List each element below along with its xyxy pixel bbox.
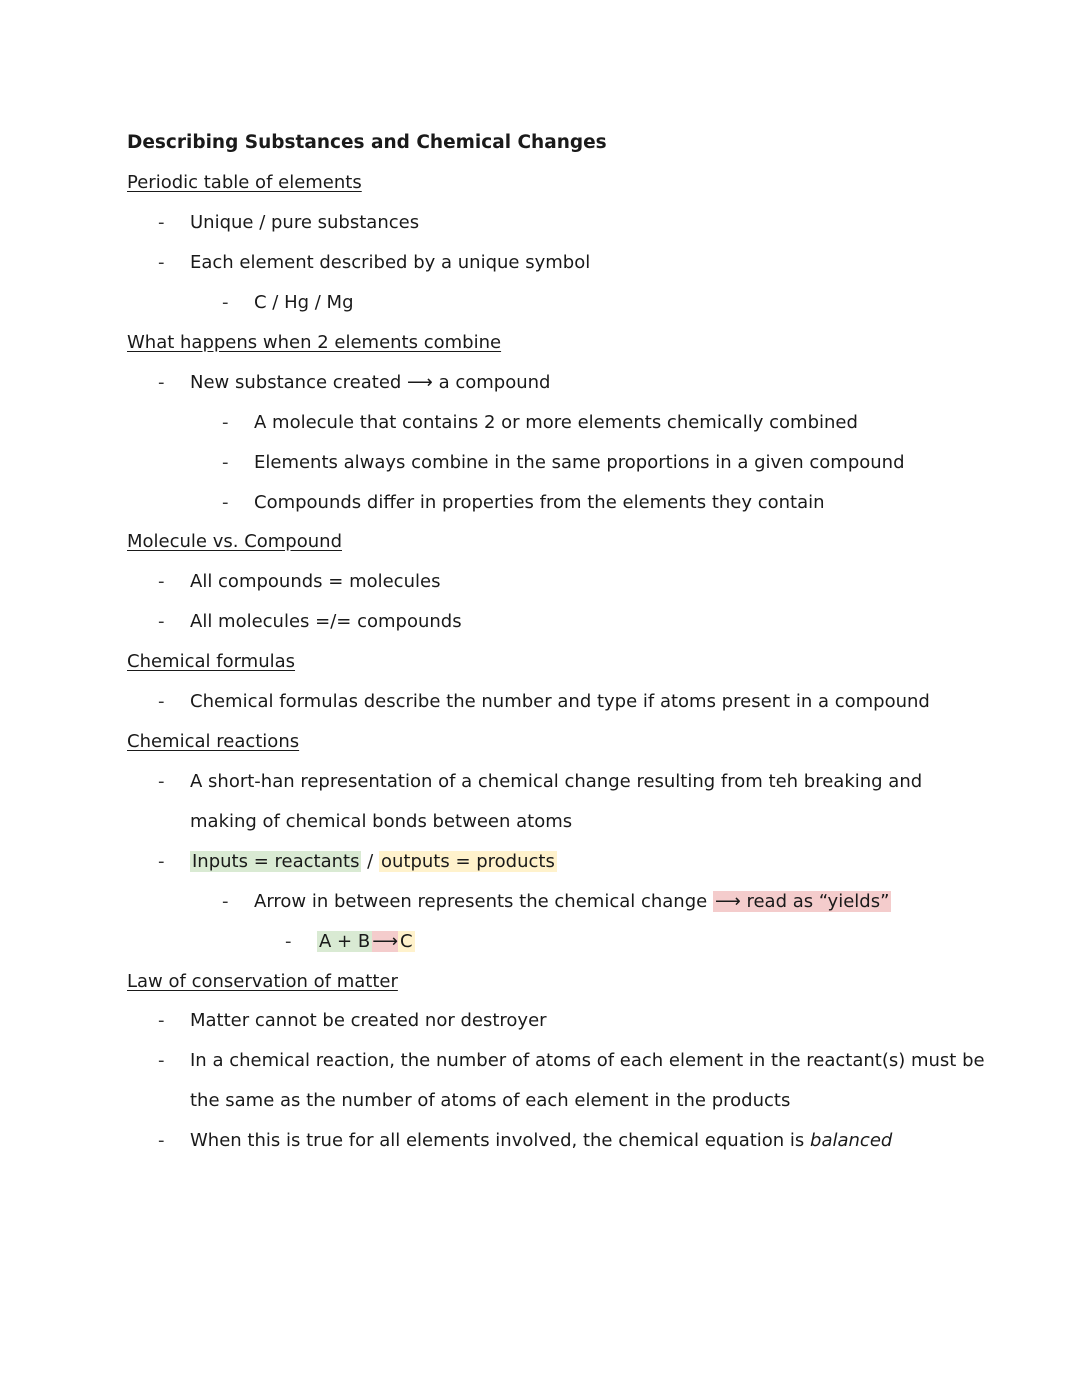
list-item-text: All molecules =/= compounds [190, 611, 462, 632]
bullet-dash: - [158, 571, 165, 592]
list-item-text: All compounds = molecules [190, 571, 441, 592]
list-item-text: C / Hg / Mg [254, 292, 354, 313]
list-item-text: A molecule that contains 2 or more elements chemically combined [254, 412, 858, 433]
bullet-dash: - [158, 851, 165, 872]
list-item-text: Compounds differ in properties from the elements they contain [254, 492, 825, 513]
heading-periodic-table: Periodic table of elements [127, 172, 362, 193]
bullet-dash: - [222, 492, 229, 513]
bullet-dash: - [158, 252, 165, 273]
bullet-dash: - [158, 212, 165, 233]
list-item [0, 687, 1080, 717]
arrow-description: Arrow in between represents the chemical change [254, 891, 713, 912]
heading-chemical-formulas: Chemical formulas [127, 651, 296, 672]
list-item-text [190, 1126, 892, 1156]
list-item-text [190, 847, 557, 877]
bullet-dash: - [222, 452, 229, 473]
list-item [0, 448, 1080, 478]
list-item [0, 248, 1080, 278]
heading-molecule-vs-compound: Molecule vs. Compound [127, 531, 342, 552]
equation-product: C [400, 931, 413, 952]
equation-reactants: A + B [319, 931, 371, 952]
list-item [0, 368, 1080, 398]
list-item [0, 567, 1080, 597]
bullet-dash: - [158, 1010, 165, 1031]
balanced-description: When this is true for all elements involved, the chemical equation is [190, 1130, 811, 1151]
list-item-text: New substance created ⟶ a compound [190, 372, 551, 393]
list-item-text: Unique / pure substances [190, 212, 420, 233]
highlight-outputs: outputs = products [380, 851, 555, 872]
list-item [0, 1126, 1080, 1156]
list-item-text: Elements always combine in the same proportions in a given compound [254, 452, 905, 473]
balanced-term: balanced [810, 1130, 893, 1151]
list-item-text: making of chemical bonds between atoms [190, 811, 573, 832]
bullet-dash: - [222, 292, 229, 313]
heading-law-of-conservation: Law of conservation of matter [127, 971, 398, 992]
list-item-text: A short-han representation of a chemical change resulting from teh breaking and [190, 771, 923, 792]
heading-chemical-reactions: Chemical reactions [127, 731, 300, 752]
list-item [0, 288, 1080, 318]
highlight-inputs: Inputs = reactants [192, 851, 360, 872]
list-item [0, 1006, 1080, 1036]
list-item [0, 408, 1080, 438]
bullet-dash: - [222, 891, 229, 912]
bullet-dash: - [158, 372, 165, 393]
list-item-text: the same as the number of atoms of each element in the products [190, 1090, 791, 1111]
list-item [0, 927, 1080, 957]
list-item [0, 887, 1080, 917]
bullet-dash: - [158, 1050, 165, 1071]
bullet-dash: - [285, 931, 292, 952]
list-item-text: Each element described by a unique symbol [190, 252, 591, 273]
equation-text [317, 927, 415, 957]
highlight-yields: ⟶ read as “yields” [714, 891, 890, 912]
list-item-text [254, 887, 891, 917]
list-item [0, 847, 1080, 877]
list-item [0, 1046, 1080, 1076]
list-item-text: Matter cannot be created nor destroyer [190, 1010, 547, 1031]
bullet-dash: - [222, 412, 229, 433]
list-item [0, 208, 1080, 238]
heading-elements-combine: What happens when 2 elements combine [127, 332, 502, 353]
list-item [0, 488, 1080, 518]
equation-arrow: ⟶ [372, 931, 398, 952]
list-item [0, 607, 1080, 637]
list-item-continuation [0, 807, 1080, 837]
bullet-dash: - [158, 691, 165, 712]
list-item-text: Chemical formulas describe the number and type if atoms present in a compound [190, 691, 930, 712]
bullet-dash: - [158, 611, 165, 632]
list-item-text: In a chemical reaction, the number of atoms of each element in the reactant(s) must be [190, 1050, 985, 1071]
list-item-continuation [0, 1086, 1080, 1116]
list-item [0, 767, 1080, 797]
bullet-dash: - [158, 771, 165, 792]
bullet-dash: - [158, 1130, 165, 1151]
separator-text: / [361, 851, 379, 872]
page-title: Describing Substances and Chemical Changes [127, 132, 607, 153]
